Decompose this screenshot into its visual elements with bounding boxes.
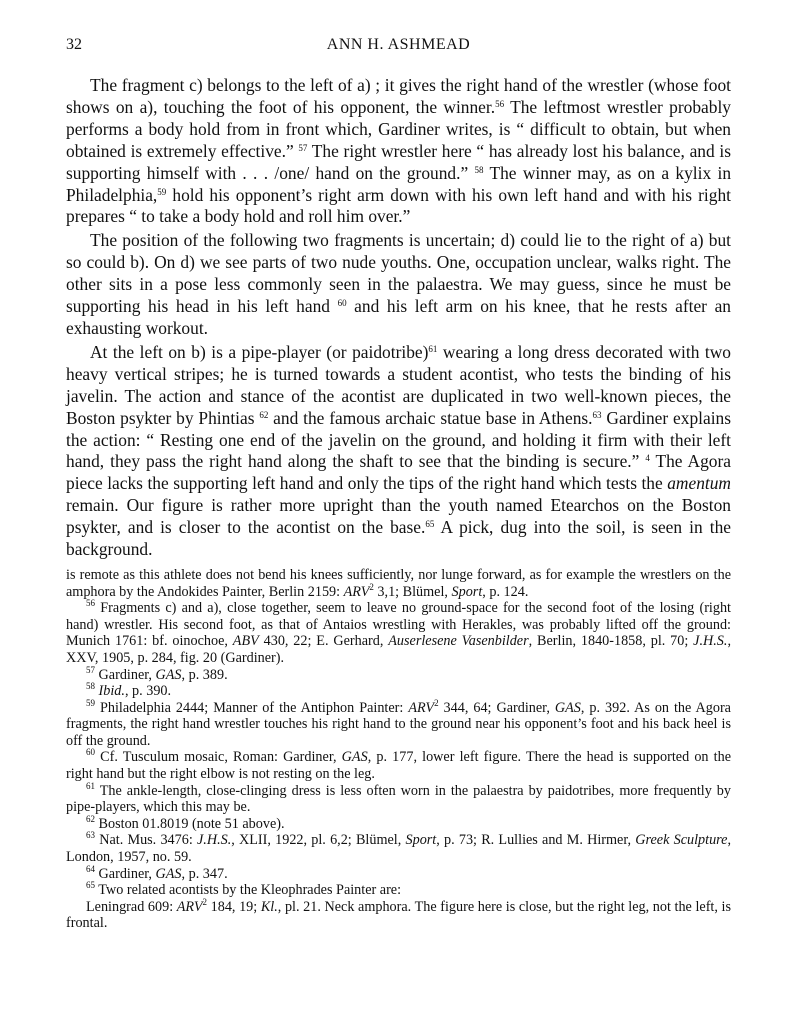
footnote-ref: 56 bbox=[495, 98, 505, 109]
body-paragraph: The position of the following two fragments is uncertain; d) could lie to the right of a) but so could b). On d) we see parts of two nude youths. One, occupation unclear, walks right. The other sits in a pose less commonly seen in the palaestra. We may guess, since he must be supporting his head in his left hand $^{60}$ and his left arm on his knee, that he rests after an exhausting workout. bbox=[66, 230, 731, 338]
footnote-ref: 4 bbox=[645, 453, 650, 464]
footnote-ref: 60 bbox=[337, 298, 347, 309]
page bbox=[66, 36, 731, 932]
footnote-continuation: is remote as this athlete does not bend his knees sufficiently, nor lunge forward, as for example the wrestlers on the amphora by the Andokides Painter, Berlin 2159: ARV$^2$ 3,1; Blümel, Sport, p. 124. bbox=[66, 566, 731, 600]
footnote-ref: 57 bbox=[298, 142, 308, 153]
footnote-56: $^{56}$ Fragments c) and a), close together, seem to leave no ground-space for the second foot of the losing (right hand) wrestler. His second foot, as that of Antaios wrestling with Herakles, was probably lifted off the ground: Munich 1761: bf. oinochoe, ABV 430, 22; E. Gerhard, Auserlesene Vasenbilder, Berlin, 1840-1858, pl. 70; J.H.S., XXV, 1905, p. 284, fig. 20 (Gardiner). bbox=[66, 598, 731, 666]
body-paragraph: The fragment c) belongs to the left of a) ; it gives the right hand of the wrestler (whose foot shows on a), touching the foot of his opponent, the winner.$^{56}$ The leftmost wrestler probably performs a body hold from in front which, Gardiner writes, is “ difficult to obtain, but when obtained is extremely effective.” $^{57}$ The right wrestler here “ has already lost his balance, and is supporting himself with . . . /one/ hand on the ground.” $^{58}$ The winner may, as on a kylix in Philadelphia,$^{59}$ hold his opponent’s right arm down with his own left hand and with his right prepares “ to take a body hold and roll him over.” bbox=[66, 75, 732, 227]
footnote-57: $^{57}$ Gardiner, GAS, p. 389. bbox=[86, 664, 228, 683]
footnote-59: $^{59}$ Philadelphia 2444; Manner of the Antiphon Painter: ARV$^2$ 344, 64; Gardiner, GAS, p. 392. As on the Agora fragments, the right hand wrestler touches his right hand to the ground near his opponent’s foot and his back heel is off the ground. bbox=[66, 697, 731, 749]
footnote-ref: 61 bbox=[428, 343, 438, 354]
footnote-63: $^{63}$ Nat. Mus. 3476: J.H.S., XLII, 1922, pl. 6,2; Blümel, Sport, p. 73; R. Lullies and M. Hirmer, Greek Sculpture, London, 1957, no. 59. bbox=[66, 830, 732, 866]
footnotes bbox=[66, 567, 731, 932]
footnote-ref: 62 bbox=[259, 409, 269, 420]
footnote-65-entry: Leningrad 609: ARV$^2$ 184, 19; Kl., pl. 21. Neck amphora. The figure here is close, but the right leg, not the left, is frontal. bbox=[66, 896, 731, 932]
footnote-ref: 65 bbox=[425, 519, 435, 530]
footnote-62: $^{62}$ Boston 01.8019 (note 51 above). bbox=[86, 813, 285, 832]
body-text bbox=[66, 75, 731, 561]
page-number: 32 bbox=[66, 36, 82, 53]
running-head: ANN H. ASHMEAD bbox=[326, 36, 471, 53]
footnote-ref: 58 bbox=[474, 164, 484, 175]
footnote-58: $^{58}$ Ibid., p. 390. bbox=[86, 681, 172, 700]
footnote-61: $^{61}$ The ankle-length, close-clinging dress is less often worn in the palaestra by paidotribes, more frequently by pipe-players, which this may be. bbox=[66, 780, 731, 816]
footnote-64: $^{64}$ Gardiner, GAS, p. 347. bbox=[86, 863, 228, 882]
footnote-60: $^{60}$ Cf. Tusculum mosaic, Roman: Gardiner, GAS, p. 177, lower left figure. There the head is supported on the right hand but the right elbow is not resting on the leg. bbox=[66, 747, 731, 783]
footnote-65: $^{65}$ Two related acontists by the Kleophrades Painter are: bbox=[86, 880, 402, 899]
footnote-ref: 63 bbox=[592, 409, 602, 420]
body-paragraph: At the left on b) is a pipe-player (or paidotribe)$^{61}$ wearing a long dress decorated with two heavy vertical stripes; he is turned towards a student acontist, who tests the binding of his javelin. The action and stance of the acontist are duplicated in two well-known pieces, the Boston psykter by Phintias $^{62}$ and the famous archaic statue base in Athens.$^{63}$ Gardiner explains the action: “ Resting one end of the javelin on the ground, and holding it firm with their left hand, they pass the right hand along the shaft to see that the binding is secure.” $^4$ The Agora piece lacks the supporting left hand and only the tips of the right hand which tests the amentum remain. Our figure is rather more upright than the youth named Etearchos on the Boston psykter, and is closer to the acontist on the base.$^{65}$ A pick, dug into the soil, is seen in the background. bbox=[66, 341, 731, 560]
footnote-ref: 59 bbox=[157, 186, 167, 197]
page-header bbox=[66, 36, 731, 60]
